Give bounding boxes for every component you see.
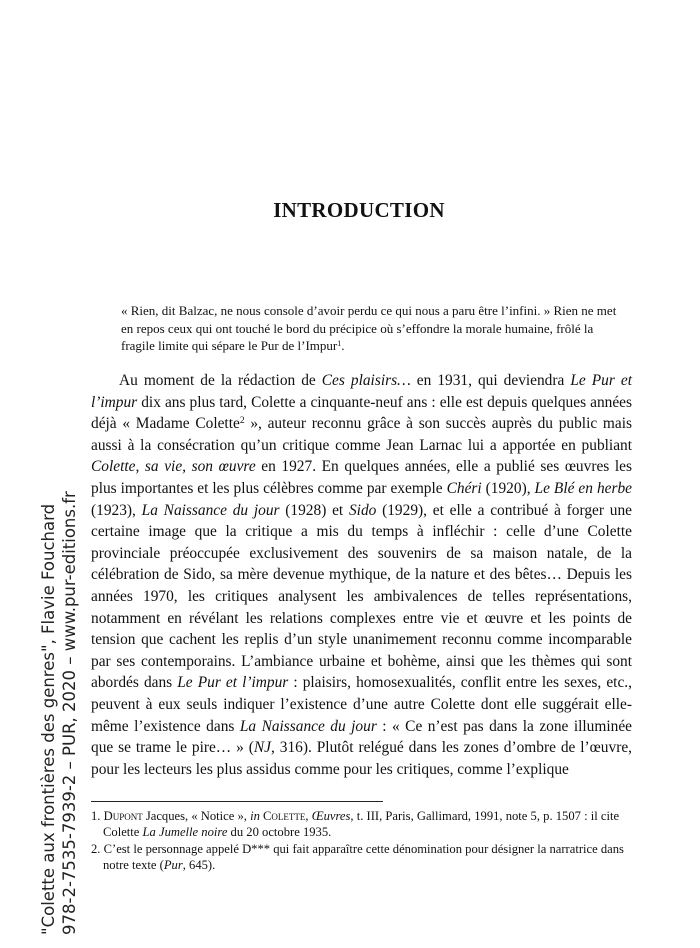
author-name: Dupont — [103, 809, 143, 823]
footnote-text: 2. C’est le personnage appelé D*** qui fait apparaître cette dénomination pour désigner la narratrice dans notre texte ( — [91, 842, 624, 872]
footnote-text: Jacques, « Notice », — [142, 809, 251, 823]
body-text-span: Au moment de la rédaction de — [119, 372, 322, 389]
italic-title: Sido — [348, 501, 377, 519]
side-text-line-1: "Colette aux frontières des genres", Flavie Fouchard — [39, 503, 58, 935]
italic-title: La Jumelle noire — [142, 825, 228, 839]
italic-title: La Naissance du jour — [239, 717, 377, 735]
footnote-text: 1. — [91, 809, 104, 823]
body-text-span: en 1931, qui deviendra — [410, 372, 571, 389]
body-text-span: », auteur reconnu grâce à son succès auprès du public mais aussi à la consécration qu’un critique comme Jean Larnac lui a apportée en publiant — [91, 415, 632, 454]
italic-title: NJ — [253, 739, 271, 757]
body-text-span: (1920), — [481, 479, 535, 497]
footnote-ref-1: 1 — [337, 338, 342, 348]
italic-title: La Naissance du jour — [141, 501, 280, 519]
body-text-span: (1928) et — [279, 501, 349, 519]
main-paragraph — [91, 370, 632, 780]
italic-title: Pur — [163, 858, 183, 872]
epigraph-text: « Rien, dit Balzac, ne nous console d’avoir perdu ce qui nous a paru être l’infini. » Rien ne met en repos ceux qui ont touché le bord du précipice où s’effondre la morale humaine, frôlé la fragile limite qui sépare le Pur de l’Impur — [121, 303, 617, 353]
italic-title: Œuvres — [311, 809, 351, 823]
body-text-span: en 1927. En quelques années, elle a publié ses œuvres les plus importantes et les plus célèbres comme par exemple — [91, 458, 632, 497]
footnote-2 — [91, 841, 632, 873]
italic-title: Ces plaisirs… — [321, 372, 411, 389]
body-text-span: (1923), — [91, 501, 142, 519]
footnote-divider — [91, 801, 383, 802]
page-title: INTRODUCTION — [273, 198, 445, 222]
body-text-span: : plaisirs, homosexualités, conflit entre les sexes, etc., peuvent à eux seuls indiquer l’existence d’une autre Colette dont elle suggérait elle-même l’existence dans — [91, 674, 632, 735]
body-paragraph — [91, 370, 632, 780]
footnote-text: , 645). — [182, 858, 216, 872]
footnotes — [91, 808, 632, 874]
footnote-text: , — [305, 809, 312, 823]
footnote-1 — [91, 808, 632, 840]
italic-title: Le Pur et l’impur — [91, 372, 632, 411]
body-text-span: (1929), et elle a contribué à forger une certaine image que la critique a mis du temps à infléchir : celle d’une Colette provinciale préoccupée exclusivement des souvenirs de sa maison natale, de la célébration de Sido, sa mère devenue mythique, de la nature et des bêtes… Depuis les années 1970, les critiques analysent les ambivalences de telles représentations, notamment en révélant les relations complexes entre vie et œuvre et les points de tension que cachent les replis d’un style unanimement reconnu comme incomparable par ses contemporains. L’ambiance urbaine et bohème, ainsi que les thèmes qui sont abordés dans — [91, 501, 632, 692]
footnote-ref-2: 2 — [239, 415, 245, 427]
italic-title: Le Blé en herbe — [534, 479, 632, 497]
footnote-text: du 20 octobre 1935. — [227, 825, 332, 839]
italic-word: in — [250, 809, 260, 823]
side-copyright-text — [38, 115, 80, 935]
italic-title: Chéri — [446, 479, 482, 497]
italic-title: Colette, sa vie, son œuvre — [91, 458, 256, 476]
footnote-text: , t. III, Paris, Gallimard, 1991, note 5, p. 1507 : il cite Colette — [103, 809, 620, 839]
body-text-span: : « Ce n’est pas dans la zone illuminée que se trame le pire… » ( — [91, 717, 632, 757]
author-name: Colette — [263, 809, 306, 823]
epigraph-paragraph: « Rien, dit Balzac, ne nous console d’avoir perdu ce qui nous a paru être l’infini. » Rien ne met en repos ceux qui ont touché le bord du précipice où s’effondre la morale humaine, frôlé la fragile limite qui sépare le Pur de l’Impur$^1$. — [121, 303, 617, 353]
italic-title: Le Pur et l’impur — [177, 674, 289, 692]
epigraph — [121, 302, 621, 355]
body-text-span: , 316). Plutôt relégué dans les zones d’ombre de l’œuvre, pour les lecteurs les plus assidus comme pour les critiques, comme l’explique — [91, 739, 632, 778]
body-text-span: dix ans plus tard, Colette a cinquante-neuf ans : elle est depuis quelques années déjà « Madame Colette — [91, 393, 632, 433]
side-text-line-2: 978-2-7535-7939-2 – PUR, 2020 – www.pur-editions.fr — [60, 491, 79, 935]
